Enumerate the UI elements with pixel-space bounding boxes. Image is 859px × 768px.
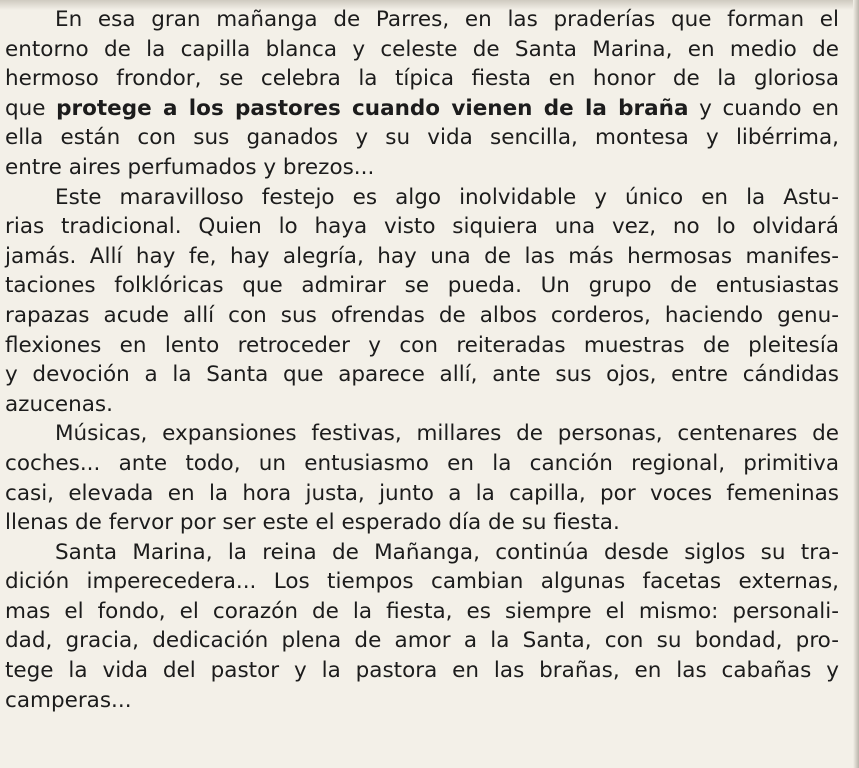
text-line: entre aires perfumados y brezos... bbox=[5, 154, 375, 180]
text-line: y devoción a la Santa que aparece allí, ante sus ojos, entre cándidas bbox=[5, 362, 839, 388]
text-line: coches... ante todo, un entusiasmo en la canción regional, primitiva bbox=[5, 450, 839, 476]
paragraph-4 bbox=[5, 538, 839, 716]
text-line: ella están con sus ganados y su vida sencilla, montesa y libérrima, bbox=[5, 125, 839, 151]
text-line: casi, elevada en la hora justa, junto a la capilla, por voces femeninas bbox=[5, 480, 839, 506]
text-line: hermoso frondor, se celebra la típica fiesta en honor de la gloriosa bbox=[5, 66, 839, 92]
text-line: entorno de la capilla blanca y celeste de Santa Marina, en medio de bbox=[5, 36, 839, 62]
text-line: tege la vida del pastor y la pastora en las brañas, en las cabañas y bbox=[5, 658, 839, 684]
paragraph-3 bbox=[5, 419, 839, 537]
text-line: En esa gran mañanga de Parres, en las praderías que forman el bbox=[55, 7, 839, 32]
text-line bbox=[5, 94, 839, 124]
text-line: azucenas. bbox=[5, 391, 113, 417]
text-line: rias tradicional. Quien lo haya visto siquiera una vez, no lo olvidará bbox=[5, 214, 839, 240]
text-line: mas el fondo, el corazón de la fiesta, es siempre el mismo: personali- bbox=[5, 598, 839, 624]
bold-emphasis: protege a los pastores cuando vienen de la braña bbox=[56, 95, 689, 121]
text-line: jamás. Allí hay fe, hay alegría, hay una de las más hermosas manifes- bbox=[5, 243, 839, 269]
text-line: dición imperecedera... Los tiempos cambian algunas facetas externas, bbox=[5, 569, 839, 595]
text-line: taciones folklóricas que admirar se pueda. Un grupo de entusiastas bbox=[5, 273, 839, 299]
text-line: dad, gracia, dedicación plena de amor a la Santa, con su bondad, pro- bbox=[5, 628, 839, 654]
text-segment: y cuando en bbox=[688, 95, 839, 121]
article-body bbox=[5, 5, 839, 715]
text-line: flexiones en lento retroceder y con reiteradas muestras de pleitesía bbox=[5, 332, 839, 358]
page-right-shadow bbox=[853, 0, 859, 768]
paragraph-1 bbox=[5, 5, 839, 183]
text-line: rapazas acude allí con sus ofrendas de albos corderos, haciendo genu- bbox=[5, 302, 839, 328]
text-line: llenas de fervor por ser este el esperado día de su fiesta. bbox=[5, 510, 620, 536]
text-segment: que bbox=[5, 95, 57, 121]
text-line: camperas... bbox=[5, 687, 132, 713]
text-line: Santa Marina, la reina de Mañanga, continúa desde siglos su tra- bbox=[55, 539, 839, 565]
text-line: Músicas, expansiones festivas, millares de personas, centenares de bbox=[55, 421, 839, 447]
text-line: Este maravilloso festejo es algo inolvidable y único en la Astu- bbox=[55, 184, 839, 210]
paragraph-2 bbox=[5, 183, 839, 420]
